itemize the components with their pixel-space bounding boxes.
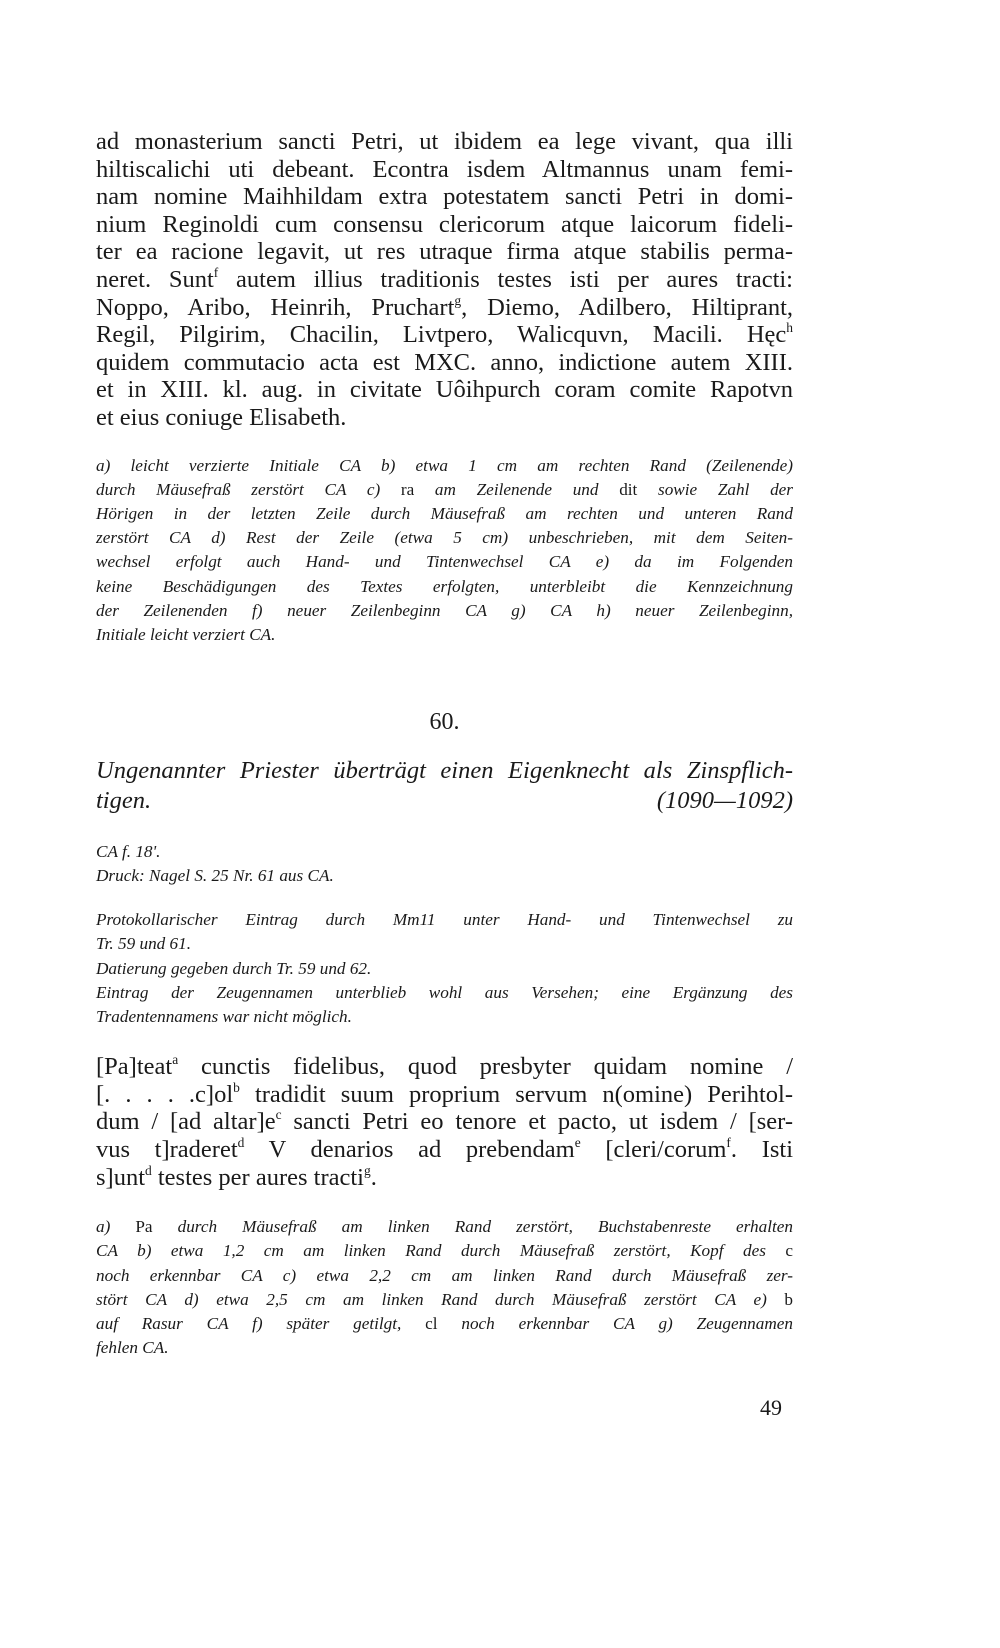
text-segment: cunctis fidelibus, quod presbyter quidam nomine / [178,1053,793,1081]
charter-date: (1090—1092) [656,787,793,815]
regest-segment: tigen. [96,787,152,815]
text-line: quidem commutacio acta est MXC. anno, indictione autem XIII. [96,348,793,376]
text-line [96,1081,793,1109]
text-segment: dum / [ad altar]e [96,1108,276,1136]
page-body [96,128,793,1360]
note-line: wechsel erfolgt auch Hand- und Tintenwechsel CA e) da im Folgenden [96,552,793,572]
note-line: Initiale leicht verziert CA. [96,624,276,644]
footnote-mark: d [145,1162,152,1178]
text-segment: V denarios ad prebendam [244,1135,575,1163]
note-segment: auf Rasur CA f) später getilgt, [96,1313,426,1333]
note-segment: durch Mäusefraß am linken Rand zerstört, Buchstabenreste erhalten [152,1217,793,1237]
note-segment: noch erkennbar CA g) Zeugennamen [437,1313,793,1333]
note-line [96,1312,793,1336]
note-segment: durch Mäusefraß zerstört CA c) [96,479,401,499]
text-segment: Regil, Pilgirim, Chacilin, Livtpero, Walicquvn, Macili. Hęc [96,321,787,349]
note-line: fehlen CA. [96,1338,169,1358]
note-upright: c [785,1241,793,1261]
footnote-mark: h [786,320,793,336]
note-line: Hörigen in der letzten Zeile durch Mäusefraß am rechten und unteren Rand [96,503,793,523]
note-segment: CA b) etwa 1,2 cm am linken Rand durch Mäusefraß zerstört, Kopf des [96,1241,786,1261]
footnote-mark: e [574,1134,581,1150]
text-segment: autem illius traditionis testes isti per aures tracti: [218,265,793,293]
source-info [96,840,793,888]
footnote-mark: a [172,1052,179,1068]
text-segment: . [370,1163,377,1191]
remark-line: Datierung gegeben durch Tr. 59 und 62. [96,958,372,978]
footnote-mark: f [726,1134,731,1150]
text-segment: tradidit suum proprium servum n(omine) Perihtol- [239,1080,794,1108]
print-line: Druck: Nagel S. 25 Nr. 61 aus CA. [96,866,334,886]
note-line: zerstört CA d) Rest der Zeile (etwa 5 cm) unbeschrieben, mit dem Seiten- [96,528,793,548]
note-line: keine Beschädigungen des Textes erfolgten, unterbleibt die Kennzeichnung [96,576,793,596]
text-line [96,294,793,322]
page-number: 49 [760,1395,782,1420]
text-line: et eius coniuge Elisabeth. [96,403,347,431]
note-segment: am Zeilenende und [414,479,620,499]
text-line [96,321,793,349]
text-segment: s]unt [96,1163,145,1191]
note-segment: sowie Zahl der [637,479,793,499]
note-line [96,1215,793,1239]
charter-number: 60. [429,709,460,736]
text-line: hiltiscalichi uti debeant. Econtra isdem Altmannus unam femi- [96,155,793,183]
text-segment: vus t]raderet [96,1135,238,1163]
remark-line: Eintrag der Zeugennamen unterblieb wohl aus Versehen; eine Ergänzung des [96,982,793,1002]
note-line: a) leicht verzierte Initiale CA b) etwa 1 cm am rechten Rand (Zeilenende) [96,455,793,475]
text-line [96,1164,793,1192]
text-line: ter ea racione legavit, ut res utraque firma atque stabilis perma- [96,238,793,266]
source-line: CA f. 18'. [96,842,161,862]
charter-59-notes [96,454,793,648]
note-line [96,1288,793,1312]
text-segment: [cleri/corum [580,1135,727,1163]
text-line: nium Reginoldi cum consensu clericorum atque laicorum fideli- [96,210,793,238]
charter-60-remarks [96,908,793,1029]
note-upright: dit [619,479,638,499]
remark-line: Protokollarischer Eintrag durch Mm11 unter Hand- und Tintenwechsel zu [96,910,793,930]
text-line [96,266,793,294]
remark-line: Tr. 59 und 61. [96,934,192,954]
text-segment: sancti Petri eo tenore et pacto, ut isdem / [ser- [281,1108,793,1136]
footnote-mark: g [454,292,462,308]
charter-60-notes [96,1215,793,1360]
regest-line [96,786,793,816]
note-upright: cl [425,1313,438,1333]
charter-regest [96,756,793,816]
regest-line: Ungenannter Priester überträgt einen Eigenknecht als Zinspflich- [96,757,793,785]
footnote-mark: b [233,1079,240,1095]
note-upright: ra [400,479,415,499]
text-line [96,1053,793,1081]
text-segment: Noppo, Aribo, Heinrih, Pruchart [96,293,455,321]
remark-line: Tradentennamens war nicht möglich. [96,1006,352,1026]
text-segment: neret. Sunt [96,265,214,293]
note-line [96,478,793,502]
charter-60-text [96,1053,793,1191]
text-line: nam nomine Maihhildam extra potestatem sancti Petri in domi- [96,183,793,211]
footnote-mark: d [237,1134,245,1150]
text-segment: . Isti [730,1135,793,1163]
text-line [96,1136,793,1164]
text-line [96,1108,793,1136]
note-line: der Zeilenenden f) neuer Zeilenbeginn CA g) CA h) neuer Zeilenbeginn, [96,600,793,620]
charter-59-text [96,128,793,432]
note-segment: a) [96,1217,136,1237]
note-upright: Pa [135,1217,153,1237]
text-segment: testes per aures tracti [151,1163,364,1191]
text-segment: [Pa]teat [96,1053,173,1081]
note-upright: b [784,1289,793,1309]
note-segment: stört CA d) etwa 2,5 cm am linken Rand durch Mäusefraß zerstört CA e) [96,1289,785,1309]
footnote-mark: c [275,1107,282,1123]
note-line: noch erkennbar CA c) etwa 2,2 cm am linken Rand durch Mäusefraß zer- [96,1265,793,1285]
text-line: ad monasterium sancti Petri, ut ibidem ea lege vivant, qua illi [96,128,793,155]
text-segment: [. . . . .c]ol [96,1080,234,1108]
footnote-mark: g [363,1162,371,1178]
text-segment: , Diemo, Adilbero, Hiltiprant, [461,293,794,321]
footnote-mark: f [213,264,219,280]
note-line [96,1239,793,1263]
text-line: et in XIII. kl. aug. in civitate Uôihpurch coram comite Rapotvn [96,376,793,404]
